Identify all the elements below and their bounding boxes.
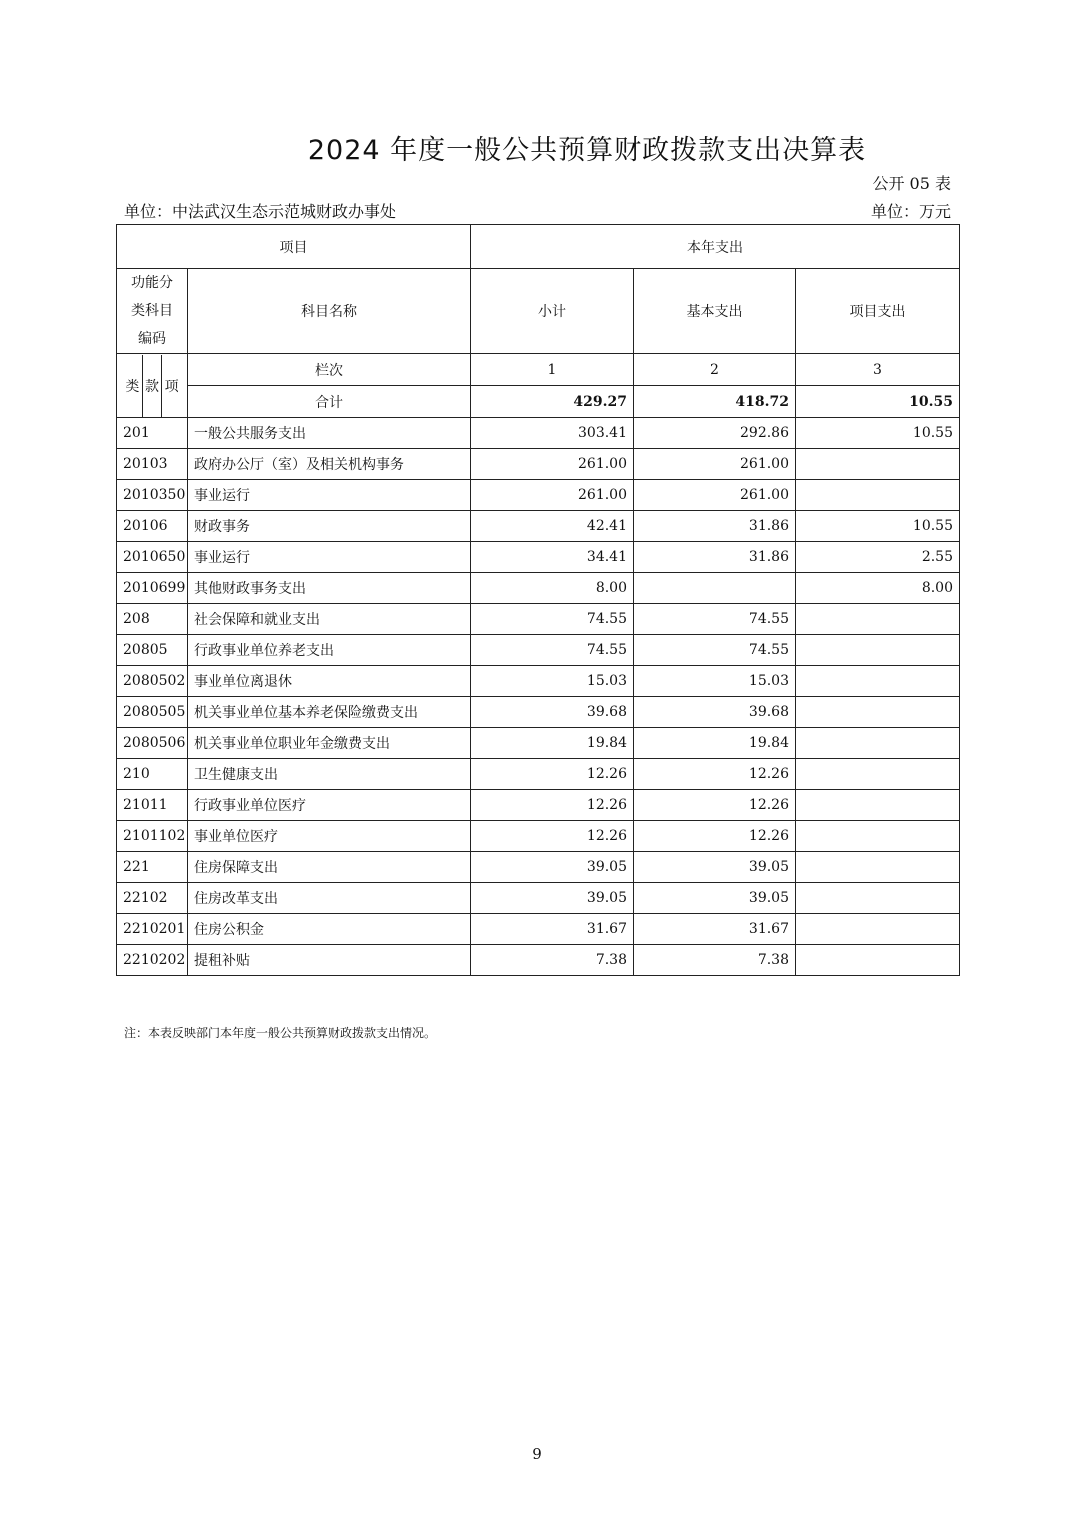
row-basic: 12.26 xyxy=(634,759,796,790)
table-row xyxy=(117,604,960,635)
row-basic: 39.05 xyxy=(634,883,796,914)
table-row xyxy=(117,790,960,821)
row-subtotal: 74.55 xyxy=(471,635,634,666)
row-code: 21011 xyxy=(117,790,188,821)
row-project xyxy=(796,821,960,852)
row-project xyxy=(796,852,960,883)
column-number-3: 3 xyxy=(796,354,960,386)
column-number-row xyxy=(117,354,960,386)
row-basic: 74.55 xyxy=(634,635,796,666)
row-name: 行政事业单位养老支出 xyxy=(188,635,471,666)
row-project: 8.00 xyxy=(796,573,960,604)
header-code-line2: 类科目 xyxy=(131,303,173,319)
header-basic: 基本支出 xyxy=(634,269,796,354)
header-code xyxy=(117,269,188,354)
page-title: 2024 年度一般公共预算财政拨款支出决算表 xyxy=(307,135,867,166)
row-code: 2010350 xyxy=(117,480,188,511)
row-code: 20103 xyxy=(117,449,188,480)
total-row xyxy=(117,386,960,418)
row-name: 提租补贴 xyxy=(188,945,471,976)
row-code: 22102 xyxy=(117,883,188,914)
row-subtotal: 7.38 xyxy=(471,945,634,976)
row-project xyxy=(796,604,960,635)
row-name: 政府办公厅（室）及相关机构事务 xyxy=(188,449,471,480)
header-this-year: 本年支出 xyxy=(471,225,960,269)
row-code: 20805 xyxy=(117,635,188,666)
table-row xyxy=(117,573,960,604)
row-code: 201 xyxy=(117,418,188,449)
row-basic: 7.38 xyxy=(634,945,796,976)
row-subtotal: 39.05 xyxy=(471,883,634,914)
row-code: 221 xyxy=(117,852,188,883)
row-name: 住房保障支出 xyxy=(188,852,471,883)
row-name: 卫生健康支出 xyxy=(188,759,471,790)
row-name: 社会保障和就业支出 xyxy=(188,604,471,635)
row-name: 事业运行 xyxy=(188,480,471,511)
row-basic: 31.86 xyxy=(634,511,796,542)
row-basic: 261.00 xyxy=(634,449,796,480)
row-subtotal: 42.41 xyxy=(471,511,634,542)
row-basic: 292.86 xyxy=(634,418,796,449)
row-project xyxy=(796,480,960,511)
table-row xyxy=(117,697,960,728)
row-code: 210 xyxy=(117,759,188,790)
table-row xyxy=(117,883,960,914)
row-name: 机关事业单位职业年金缴费支出 xyxy=(188,728,471,759)
row-basic: 39.05 xyxy=(634,852,796,883)
currency-unit: 单位：万元 xyxy=(870,202,951,221)
row-code: 2210201 xyxy=(117,914,188,945)
table-row xyxy=(117,635,960,666)
row-code: 2080505 xyxy=(117,697,188,728)
row-basic: 12.26 xyxy=(634,790,796,821)
row-name: 财政事务 xyxy=(188,511,471,542)
table-row xyxy=(117,759,960,790)
column-number-1: 1 xyxy=(471,354,634,386)
row-project: 2.55 xyxy=(796,542,960,573)
row-name: 事业单位医疗 xyxy=(188,821,471,852)
expenditure-table xyxy=(116,224,960,976)
row-code: 2010699 xyxy=(117,573,188,604)
header-row-2 xyxy=(117,269,960,354)
row-subtotal: 74.55 xyxy=(471,604,634,635)
row-project xyxy=(796,790,960,821)
total-subtotal: 429.27 xyxy=(471,386,634,418)
row-code: 2080502 xyxy=(117,666,188,697)
column-number-2: 2 xyxy=(634,354,796,386)
header-kuan: 款 xyxy=(142,355,162,417)
row-name: 其他财政事务支出 xyxy=(188,573,471,604)
table-row xyxy=(117,449,960,480)
row-basic: 31.67 xyxy=(634,914,796,945)
header-project: 项目支出 xyxy=(796,269,960,354)
row-subtotal: 19.84 xyxy=(471,728,634,759)
header-row-1 xyxy=(117,225,960,269)
row-name: 住房改革支出 xyxy=(188,883,471,914)
row-code: 20106 xyxy=(117,511,188,542)
row-basic: 74.55 xyxy=(634,604,796,635)
row-subtotal: 261.00 xyxy=(471,480,634,511)
column-number-label: 栏次 xyxy=(188,354,471,386)
table-row xyxy=(117,914,960,945)
table-row xyxy=(117,480,960,511)
page-number: 9 xyxy=(532,1445,542,1463)
table-row xyxy=(117,666,960,697)
footnote: 注：本表反映部门本年度一般公共预算财政拨款支出情况。 xyxy=(124,1026,437,1040)
header-xiang: 项 xyxy=(161,355,181,417)
row-basic: 261.00 xyxy=(634,480,796,511)
table-row xyxy=(117,542,960,573)
header-code-line3: 编码 xyxy=(138,331,166,347)
row-name: 机关事业单位基本养老保险缴费支出 xyxy=(188,697,471,728)
row-basic: 12.26 xyxy=(634,821,796,852)
row-name: 事业运行 xyxy=(188,542,471,573)
row-code: 2210202 xyxy=(117,945,188,976)
row-code: 2080506 xyxy=(117,728,188,759)
row-project xyxy=(796,883,960,914)
row-basic: 31.86 xyxy=(634,542,796,573)
row-name: 行政事业单位医疗 xyxy=(188,790,471,821)
table-row xyxy=(117,511,960,542)
row-basic: 19.84 xyxy=(634,728,796,759)
row-basic xyxy=(634,573,796,604)
row-subtotal: 15.03 xyxy=(471,666,634,697)
row-project xyxy=(796,728,960,759)
table-row xyxy=(117,418,960,449)
row-name: 一般公共服务支出 xyxy=(188,418,471,449)
row-subtotal: 261.00 xyxy=(471,449,634,480)
row-name: 事业单位离退休 xyxy=(188,666,471,697)
header-code-line1: 功能分 xyxy=(131,275,173,291)
header-subtotal: 小计 xyxy=(471,269,634,354)
row-subtotal: 12.26 xyxy=(471,759,634,790)
row-project xyxy=(796,759,960,790)
row-code: 2010650 xyxy=(117,542,188,573)
row-subtotal: 303.41 xyxy=(471,418,634,449)
header-lei: 类 xyxy=(125,378,140,395)
total-label: 合计 xyxy=(188,386,471,418)
row-code: 2101102 xyxy=(117,821,188,852)
row-basic: 39.68 xyxy=(634,697,796,728)
row-project: 10.55 xyxy=(796,418,960,449)
lei-kuan-xiang xyxy=(117,354,188,418)
header-name: 科目名称 xyxy=(188,269,471,354)
table-row xyxy=(117,728,960,759)
table-row xyxy=(117,821,960,852)
total-project: 10.55 xyxy=(796,386,960,418)
row-project xyxy=(796,449,960,480)
row-project xyxy=(796,666,960,697)
row-project xyxy=(796,697,960,728)
row-subtotal: 39.05 xyxy=(471,852,634,883)
row-subtotal: 31.67 xyxy=(471,914,634,945)
row-subtotal: 12.26 xyxy=(471,790,634,821)
table-row xyxy=(117,852,960,883)
row-name: 住房公积金 xyxy=(188,914,471,945)
total-basic: 418.72 xyxy=(634,386,796,418)
unit-name: 单位：中法武汉生态示范城财政办事处 xyxy=(124,202,397,221)
table-row xyxy=(117,945,960,976)
form-number: 公开 05 表 xyxy=(872,174,951,193)
row-subtotal: 34.41 xyxy=(471,542,634,573)
row-project xyxy=(796,945,960,976)
row-subtotal: 39.68 xyxy=(471,697,634,728)
row-project xyxy=(796,635,960,666)
row-basic: 15.03 xyxy=(634,666,796,697)
row-project xyxy=(796,914,960,945)
header-item: 项目 xyxy=(117,225,471,269)
row-subtotal: 8.00 xyxy=(471,573,634,604)
row-project: 10.55 xyxy=(796,511,960,542)
row-subtotal: 12.26 xyxy=(471,821,634,852)
row-code: 208 xyxy=(117,604,188,635)
